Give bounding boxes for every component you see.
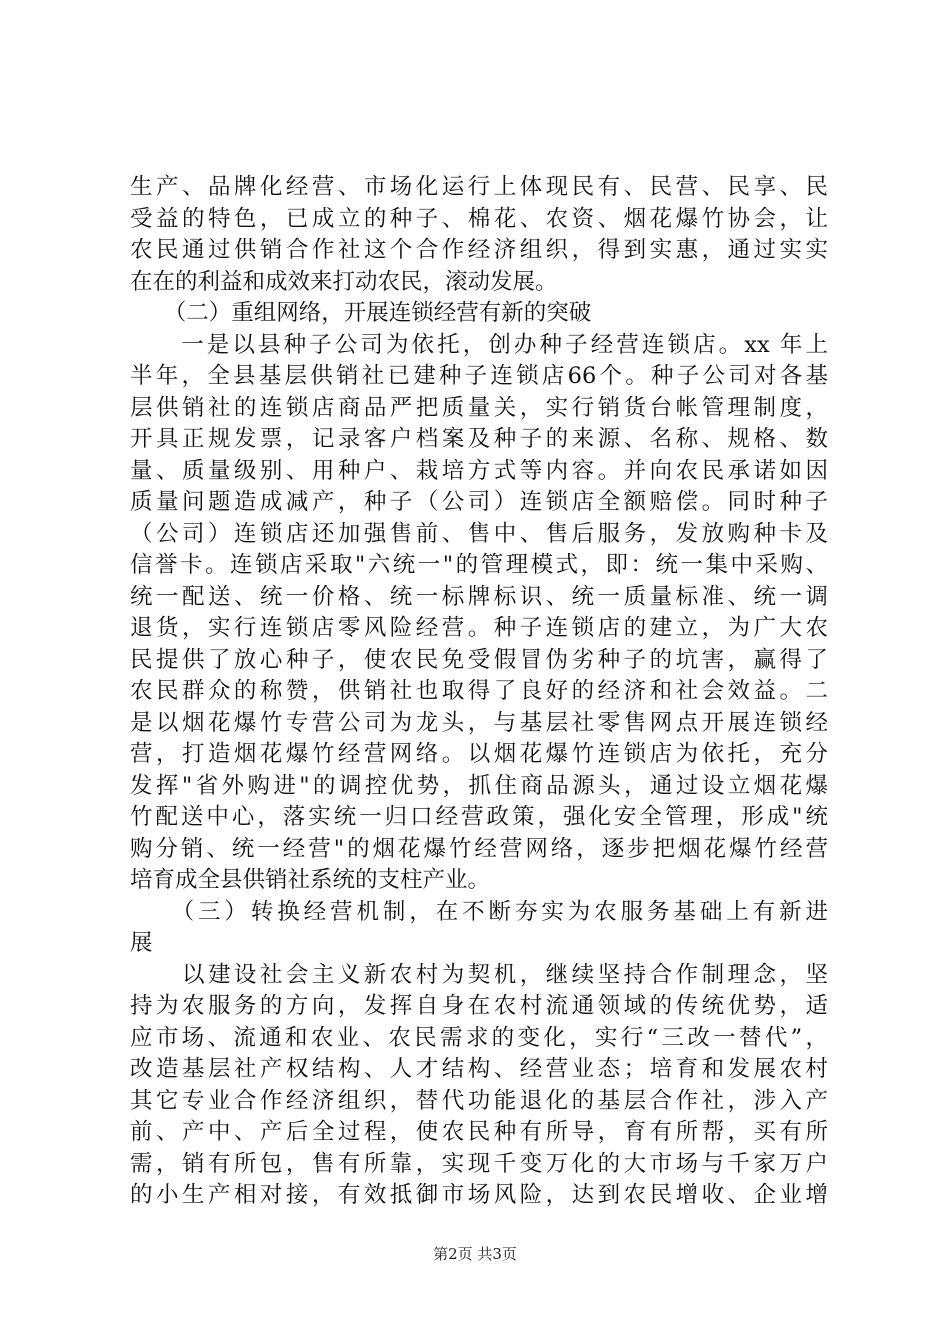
text-line: 在在的利益和成效来打动农民，滚动发展。: [130, 268, 558, 295]
text-line: 受益的特色，已成立的种子、棉花、农资、烟花爆竹协会，让: [130, 205, 828, 232]
text-line: 的小生产相对接，有效抵御市场风险，达到农民增收、企业增: [130, 1182, 828, 1208]
text-line: 半年，全县基层供销社已建种子连锁店66个。种子公司对各基: [130, 363, 828, 389]
text-line: （公司）连锁店还加强售前、售中、售后服务，发放购种卡及: [130, 520, 828, 547]
text-line: 营，打造烟花爆竹经营网络。以烟花爆竹连锁店为依托，充分: [130, 741, 828, 767]
text-line: 购分销、统一经营"的烟花爆竹经营网络，逐步把烟花爆竹经营: [130, 835, 828, 862]
text-line: 其它专业合作经济组织，替代功能退化的基层合作社，涉入产: [130, 1087, 828, 1114]
section-heading: 展: [130, 930, 153, 956]
text-line: 竹配送中心，落实统一归口经营政策，强化安全管理，形成"统: [130, 804, 828, 830]
text-line: 改造基层社产权结构、人才结构、经营业态；培育和发展农村: [130, 1056, 828, 1082]
text-line: 统一配送、统一价格、统一标牌标识、统一质量标准、统一调: [130, 583, 828, 610]
text-line: 生产、品牌化经营、市场化运行上体现民有、民营、民享、民: [130, 174, 828, 200]
text-line: 层供销社的连锁店商品严把质量关，实行销货台帐管理制度，: [130, 394, 828, 421]
text-line: 民提供了放心种子，使农民免受假冒伪劣种子的坑害，赢得了: [130, 646, 828, 673]
text-line: 前、产中、产后全过程，使农民种有所导，育有所帮，买有所: [130, 1119, 828, 1145]
section-heading: （二）重组网络，开展连锁经营有新的突破: [130, 300, 592, 326]
text-line: 开具正规发票，记录客户档案及种子的来源、名称、规格、数: [130, 426, 828, 452]
body-text: [130, 172, 828, 1212]
text-line: 发挥"省外购进"的调控优势，抓住商品源头，通过设立烟花爆: [130, 772, 828, 799]
text-line: 培育成全县供销社系统的支柱产业。: [130, 867, 491, 893]
text-line: 持为农服务的方向，发挥自身在农村流通领域的传统优势，适: [130, 993, 828, 1019]
text-line: 农民群众的称赞，供销社也取得了良好的经济和社会效益。二: [130, 678, 828, 704]
page-number-footer: 第2页 共3页: [433, 1245, 517, 1263]
text-line: 退货，实行连锁店零风险经营。种子连锁店的建立，为广大农: [130, 615, 828, 641]
text-line: 需，销有所包，售有所靠，实现千变万化的大市场与千家万户: [130, 1150, 828, 1177]
section-heading: （三）转换经营机制，在不断夯实为农服务基础上有新进: [130, 898, 828, 925]
text-line: 农民通过供销合作社这个合作经济组织，得到实惠，通过实实: [130, 237, 828, 263]
text-line: 信誉卡。连锁店采取"六统一"的管理模式，即：统一集中采购、: [130, 552, 828, 578]
text-line: 以建设社会主义新农村为契机，继续坚持合作制理念，坚: [130, 961, 828, 988]
text-line: 一是以县种子公司为依托，创办种子经营连锁店。xx 年上: [130, 331, 828, 358]
text-line: 质量问题造成减产，种子（公司）连锁店全额赔偿。同时种子: [130, 489, 828, 515]
text-line: 量、质量级别、用种户、栽培方式等内容。并向农民承诺如因: [130, 457, 828, 484]
text-line: 是以烟花爆竹专营公司为龙头，与基层社零售网点开展连锁经: [130, 709, 828, 736]
text-line: 应市场、流通和农业、农民需求的变化，实行“三改一替代”，: [130, 1024, 828, 1051]
